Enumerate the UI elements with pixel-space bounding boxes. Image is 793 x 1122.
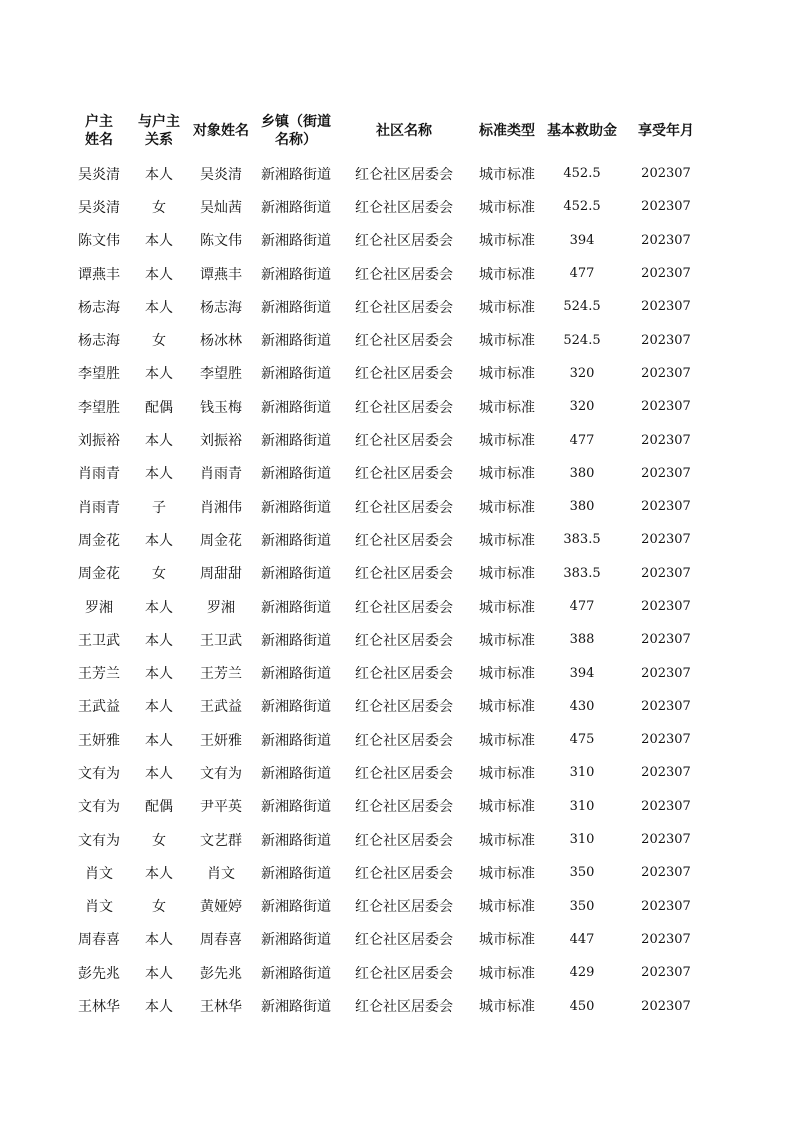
cell-amount: 380 <box>569 465 595 481</box>
cell-relation: 女 <box>152 566 166 583</box>
cell-standard-type: 城市标准 <box>479 632 535 649</box>
cell-amount: 310 <box>569 765 595 781</box>
cell-community: 红仑社区居委会 <box>355 299 453 316</box>
cell-amount: 477 <box>569 599 595 614</box>
cell-period: 202307 <box>641 898 691 914</box>
cell-head-name: 刘振裕 <box>78 433 120 450</box>
cell-person-name: 王妍雅 <box>200 732 242 749</box>
cell-relation: 本人 <box>145 166 173 183</box>
cell-town: 新湘路街道 <box>261 499 331 516</box>
cell-head-name: 文有为 <box>78 832 120 849</box>
cell-standard-type: 城市标准 <box>479 865 535 882</box>
cell-person-name: 肖雨青 <box>200 466 242 483</box>
cell-period: 202307 <box>641 632 691 648</box>
cell-relation: 配偶 <box>145 799 173 816</box>
cell-head-name: 周金花 <box>78 532 120 549</box>
cell-amount: 452.5 <box>563 166 601 182</box>
cell-person-name: 吴灿茜 <box>200 199 242 216</box>
cell-standard-type: 城市标准 <box>479 699 535 716</box>
cell-town: 新湘路街道 <box>261 466 331 483</box>
cell-person-name: 李望胜 <box>200 366 242 383</box>
cell-period: 202307 <box>641 765 691 781</box>
cell-town: 新湘路街道 <box>261 899 331 916</box>
table-row <box>69 656 713 689</box>
table-row <box>69 357 713 390</box>
cell-community: 红仑社区居委会 <box>355 466 453 483</box>
cell-standard-type: 城市标准 <box>479 566 535 583</box>
cell-town: 新湘路街道 <box>261 399 331 416</box>
cell-period: 202307 <box>641 565 691 581</box>
cell-head-name: 李望胜 <box>78 366 120 383</box>
cell-standard-type: 城市标准 <box>479 765 535 782</box>
cell-person-name: 文艺群 <box>200 832 242 849</box>
cell-relation: 本人 <box>145 632 173 649</box>
table-row <box>69 557 713 590</box>
cell-amount: 320 <box>569 365 595 381</box>
header-head-name-line2: 姓名 <box>85 131 113 148</box>
table-row <box>69 590 713 623</box>
header-town <box>253 104 339 157</box>
cell-town: 新湘路街道 <box>261 666 331 683</box>
cell-town: 新湘路街道 <box>261 366 331 383</box>
cell-person-name: 钱玉梅 <box>200 399 242 416</box>
cell-relation: 本人 <box>145 466 173 483</box>
cell-standard-type: 城市标准 <box>479 732 535 749</box>
header-amount: 基本救助金 <box>547 122 617 139</box>
cell-amount: 310 <box>569 832 595 848</box>
cell-amount: 310 <box>569 798 595 814</box>
cell-amount: 429 <box>569 965 595 981</box>
table-row <box>69 224 713 257</box>
cell-amount: 475 <box>569 732 595 748</box>
header-relation-line1: 与户主 <box>138 113 180 130</box>
cell-head-name: 杨志海 <box>78 299 120 316</box>
cell-period: 202307 <box>641 532 691 548</box>
cell-amount: 524.5 <box>563 332 601 348</box>
cell-amount: 350 <box>569 898 595 914</box>
cell-person-name: 文有为 <box>200 765 242 782</box>
cell-amount: 394 <box>569 232 595 248</box>
cell-community: 红仑社区居委会 <box>355 765 453 782</box>
cell-period: 202307 <box>641 266 691 282</box>
cell-person-name: 谭燕丰 <box>200 266 242 283</box>
cell-standard-type: 城市标准 <box>479 366 535 383</box>
cell-head-name: 肖文 <box>85 865 113 882</box>
cell-community: 红仑社区居委会 <box>355 399 453 416</box>
cell-person-name: 肖湘伟 <box>200 499 242 516</box>
cell-standard-type: 城市标准 <box>479 333 535 350</box>
table-row <box>69 290 713 323</box>
table-row <box>69 856 713 889</box>
cell-relation: 本人 <box>145 699 173 716</box>
cell-person-name: 王林华 <box>200 999 242 1016</box>
cell-relation: 本人 <box>145 266 173 283</box>
cell-period: 202307 <box>641 965 691 981</box>
cell-head-name: 李望胜 <box>78 399 120 416</box>
cell-relation: 本人 <box>145 765 173 782</box>
cell-relation: 本人 <box>145 532 173 549</box>
cell-head-name: 肖雨青 <box>78 466 120 483</box>
assistance-roster-table <box>69 104 713 1023</box>
cell-community: 红仑社区居委会 <box>355 566 453 583</box>
header-head-name-line1: 户主 <box>85 113 113 130</box>
table-row <box>69 323 713 356</box>
cell-head-name: 文有为 <box>78 799 120 816</box>
cell-period: 202307 <box>641 698 691 714</box>
cell-person-name: 王芳兰 <box>200 666 242 683</box>
cell-amount: 383.5 <box>563 565 601 581</box>
cell-period: 202307 <box>641 832 691 848</box>
cell-head-name: 肖雨青 <box>78 499 120 516</box>
cell-head-name: 周春喜 <box>78 932 120 949</box>
cell-town: 新湘路街道 <box>261 832 331 849</box>
cell-community: 红仑社区居委会 <box>355 233 453 250</box>
cell-town: 新湘路街道 <box>261 199 331 216</box>
table-row <box>69 457 713 490</box>
cell-amount: 447 <box>569 931 595 947</box>
cell-relation: 本人 <box>145 965 173 982</box>
cell-relation: 配偶 <box>145 399 173 416</box>
cell-person-name: 罗湘 <box>207 599 235 616</box>
cell-amount: 380 <box>569 499 595 515</box>
cell-period: 202307 <box>641 998 691 1014</box>
cell-community: 红仑社区居委会 <box>355 999 453 1016</box>
cell-period: 202307 <box>641 465 691 481</box>
cell-period: 202307 <box>641 166 691 182</box>
cell-person-name: 黄娅婷 <box>200 899 242 916</box>
cell-relation: 女 <box>152 333 166 350</box>
cell-period: 202307 <box>641 931 691 947</box>
header-town-line1: 乡镇（街道 <box>261 113 331 130</box>
cell-standard-type: 城市标准 <box>479 799 535 816</box>
table-row <box>69 890 713 923</box>
cell-amount: 394 <box>569 665 595 681</box>
cell-head-name: 吴炎清 <box>78 199 120 216</box>
cell-community: 红仑社区居委会 <box>355 632 453 649</box>
cell-relation: 本人 <box>145 999 173 1016</box>
cell-head-name: 文有为 <box>78 765 120 782</box>
cell-town: 新湘路街道 <box>261 932 331 949</box>
cell-amount: 477 <box>569 432 595 448</box>
cell-amount: 524.5 <box>563 299 601 315</box>
cell-community: 红仑社区居委会 <box>355 499 453 516</box>
table-row <box>69 956 713 989</box>
cell-period: 202307 <box>641 365 691 381</box>
cell-town: 新湘路街道 <box>261 233 331 250</box>
cell-standard-type: 城市标准 <box>479 466 535 483</box>
cell-head-name: 王卫武 <box>78 632 120 649</box>
table-row <box>69 157 713 190</box>
cell-relation: 本人 <box>145 233 173 250</box>
cell-town: 新湘路街道 <box>261 865 331 882</box>
table-row <box>69 756 713 789</box>
header-relation <box>129 104 189 157</box>
cell-community: 红仑社区居委会 <box>355 699 453 716</box>
cell-community: 红仑社区居委会 <box>355 266 453 283</box>
cell-person-name: 周春喜 <box>200 932 242 949</box>
cell-town: 新湘路街道 <box>261 965 331 982</box>
cell-person-name: 刘振裕 <box>200 433 242 450</box>
cell-period: 202307 <box>641 432 691 448</box>
cell-town: 新湘路街道 <box>261 699 331 716</box>
header-community: 社区名称 <box>376 122 432 139</box>
cell-person-name: 尹平英 <box>200 799 242 816</box>
cell-relation: 本人 <box>145 366 173 383</box>
cell-period: 202307 <box>641 232 691 248</box>
cell-period: 202307 <box>641 199 691 215</box>
cell-standard-type: 城市标准 <box>479 266 535 283</box>
cell-amount: 477 <box>569 266 595 282</box>
cell-relation: 女 <box>152 899 166 916</box>
cell-town: 新湘路街道 <box>261 532 331 549</box>
cell-person-name: 陈文伟 <box>200 233 242 250</box>
cell-relation: 本人 <box>145 932 173 949</box>
table-row <box>69 490 713 523</box>
table-row <box>69 390 713 423</box>
table-row <box>69 423 713 456</box>
cell-standard-type: 城市标准 <box>479 965 535 982</box>
cell-person-name: 吴炎清 <box>200 166 242 183</box>
cell-period: 202307 <box>641 732 691 748</box>
cell-relation: 本人 <box>145 599 173 616</box>
cell-person-name: 周甜甜 <box>200 566 242 583</box>
cell-standard-type: 城市标准 <box>479 399 535 416</box>
header-relation-line2: 关系 <box>145 131 173 148</box>
table-row <box>69 823 713 856</box>
header-person-name: 对象姓名 <box>193 122 249 139</box>
cell-community: 红仑社区居委会 <box>355 799 453 816</box>
cell-town: 新湘路街道 <box>261 299 331 316</box>
cell-standard-type: 城市标准 <box>479 666 535 683</box>
cell-relation: 女 <box>152 199 166 216</box>
cell-head-name: 王妍雅 <box>78 732 120 749</box>
header-standard-type: 标准类型 <box>479 122 535 139</box>
cell-amount: 450 <box>569 998 595 1014</box>
table-row <box>69 523 713 556</box>
cell-town: 新湘路街道 <box>261 732 331 749</box>
table-row <box>69 623 713 656</box>
cell-amount: 320 <box>569 399 595 415</box>
cell-standard-type: 城市标准 <box>479 532 535 549</box>
cell-standard-type: 城市标准 <box>479 299 535 316</box>
cell-standard-type: 城市标准 <box>479 233 535 250</box>
header-town-line2: 名称） <box>275 131 317 148</box>
cell-standard-type: 城市标准 <box>479 832 535 849</box>
cell-person-name: 王武益 <box>200 699 242 716</box>
cell-community: 红仑社区居委会 <box>355 965 453 982</box>
cell-period: 202307 <box>641 798 691 814</box>
cell-amount: 430 <box>569 698 595 714</box>
cell-period: 202307 <box>641 499 691 515</box>
cell-head-name: 王林华 <box>78 999 120 1016</box>
cell-relation: 本人 <box>145 865 173 882</box>
cell-community: 红仑社区居委会 <box>355 666 453 683</box>
table-header <box>69 104 713 157</box>
header-row <box>69 104 713 157</box>
cell-period: 202307 <box>641 865 691 881</box>
table-row <box>69 190 713 223</box>
cell-standard-type: 城市标准 <box>479 932 535 949</box>
cell-amount: 350 <box>569 865 595 881</box>
cell-community: 红仑社区居委会 <box>355 366 453 383</box>
table-row <box>69 723 713 756</box>
cell-community: 红仑社区居委会 <box>355 199 453 216</box>
cell-head-name: 陈文伟 <box>78 233 120 250</box>
cell-community: 红仑社区居委会 <box>355 433 453 450</box>
cell-standard-type: 城市标准 <box>479 199 535 216</box>
cell-amount: 383.5 <box>563 532 601 548</box>
header-head-name <box>69 104 129 157</box>
cell-period: 202307 <box>641 399 691 415</box>
cell-standard-type: 城市标准 <box>479 433 535 450</box>
cell-relation: 本人 <box>145 732 173 749</box>
cell-community: 红仑社区居委会 <box>355 732 453 749</box>
cell-standard-type: 城市标准 <box>479 899 535 916</box>
cell-person-name: 彭先兆 <box>200 965 242 982</box>
cell-relation: 本人 <box>145 666 173 683</box>
cell-amount: 388 <box>569 632 595 648</box>
cell-community: 红仑社区居委会 <box>355 599 453 616</box>
cell-community: 红仑社区居委会 <box>355 932 453 949</box>
cell-head-name: 王芳兰 <box>78 666 120 683</box>
table-body <box>69 157 713 1023</box>
cell-period: 202307 <box>641 299 691 315</box>
cell-town: 新湘路街道 <box>261 566 331 583</box>
table-row <box>69 257 713 290</box>
cell-person-name: 王卫武 <box>200 632 242 649</box>
cell-community: 红仑社区居委会 <box>355 832 453 849</box>
cell-head-name: 王武益 <box>78 699 120 716</box>
cell-town: 新湘路街道 <box>261 166 331 183</box>
cell-person-name: 杨冰林 <box>200 333 242 350</box>
cell-town: 新湘路街道 <box>261 632 331 649</box>
table-row <box>69 989 713 1022</box>
cell-head-name: 肖文 <box>85 899 113 916</box>
cell-town: 新湘路街道 <box>261 765 331 782</box>
cell-relation: 本人 <box>145 299 173 316</box>
cell-head-name: 谭燕丰 <box>78 266 120 283</box>
cell-town: 新湘路街道 <box>261 433 331 450</box>
table-row <box>69 690 713 723</box>
cell-community: 红仑社区居委会 <box>355 899 453 916</box>
cell-period: 202307 <box>641 665 691 681</box>
cell-town: 新湘路街道 <box>261 333 331 350</box>
cell-standard-type: 城市标准 <box>479 999 535 1016</box>
cell-head-name: 罗湘 <box>85 599 113 616</box>
cell-relation: 子 <box>152 499 166 516</box>
cell-head-name: 周金花 <box>78 566 120 583</box>
cell-person-name: 肖文 <box>207 865 235 882</box>
cell-town: 新湘路街道 <box>261 999 331 1016</box>
cell-period: 202307 <box>641 599 691 614</box>
cell-community: 红仑社区居委会 <box>355 865 453 882</box>
cell-head-name: 彭先兆 <box>78 965 120 982</box>
cell-period: 202307 <box>641 332 691 348</box>
cell-town: 新湘路街道 <box>261 599 331 616</box>
cell-standard-type: 城市标准 <box>479 599 535 616</box>
cell-town: 新湘路街道 <box>261 266 331 283</box>
cell-relation: 本人 <box>145 433 173 450</box>
cell-head-name: 吴炎清 <box>78 166 120 183</box>
cell-standard-type: 城市标准 <box>479 499 535 516</box>
cell-town: 新湘路街道 <box>261 799 331 816</box>
cell-person-name: 周金花 <box>200 532 242 549</box>
cell-standard-type: 城市标准 <box>479 166 535 183</box>
table-row <box>69 790 713 823</box>
cell-community: 红仑社区居委会 <box>355 166 453 183</box>
cell-relation: 女 <box>152 832 166 849</box>
cell-amount: 452.5 <box>563 199 601 215</box>
cell-community: 红仑社区居委会 <box>355 333 453 350</box>
table-row <box>69 923 713 956</box>
header-period: 享受年月 <box>638 122 694 139</box>
cell-head-name: 杨志海 <box>78 333 120 350</box>
cell-person-name: 杨志海 <box>200 299 242 316</box>
cell-community: 红仑社区居委会 <box>355 532 453 549</box>
